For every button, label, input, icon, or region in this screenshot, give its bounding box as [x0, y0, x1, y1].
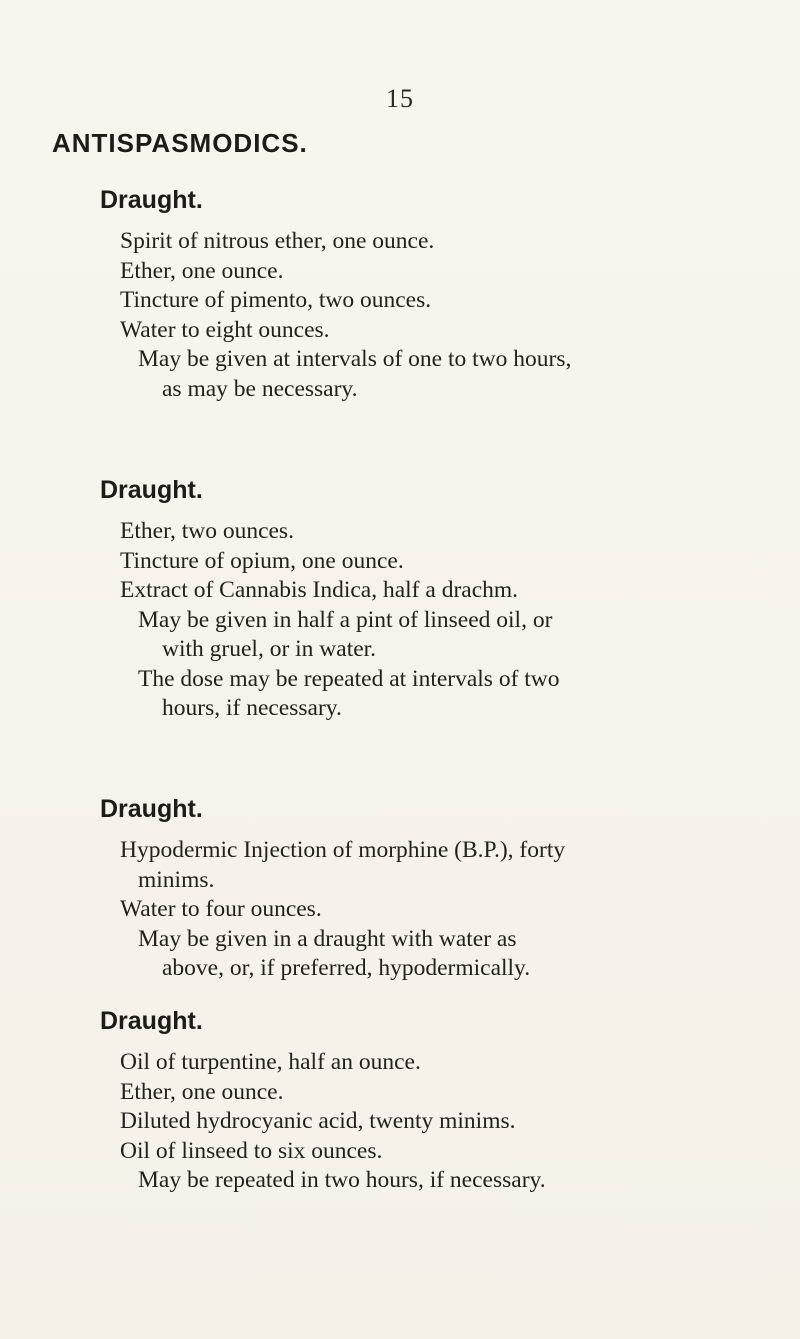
- ingredient-line: Ether, one ounce.: [120, 1078, 284, 1105]
- draught-heading: Draught.: [100, 1007, 203, 1035]
- draught-section-4: [100, 1004, 770, 1196]
- dosage-note: [120, 345, 770, 404]
- dosage-note: [120, 665, 770, 724]
- ingredient-line: Tincture of opium, one ounce.: [120, 547, 404, 574]
- ingredient-line: Oil of turpentine, half an ounce.: [120, 1049, 421, 1075]
- note-line: above, or, if preferred, hypodermically.: [162, 955, 531, 981]
- ingredient-line: Spirit of nitrous ether, one ounce.: [120, 228, 435, 254]
- ingredient-line: Ether, two ounces.: [120, 518, 294, 544]
- note-line: The dose may be repeated at intervals of two: [138, 665, 560, 692]
- dosage-note: [120, 925, 770, 984]
- note-line: May be given in half a pint of linseed oil, or: [138, 606, 553, 633]
- draught-heading: Draught.: [100, 795, 203, 823]
- draught-section-1: [100, 183, 770, 404]
- draught-section-3: [100, 792, 770, 984]
- dosage-note: [120, 606, 770, 665]
- note-line: May be repeated in two hours, if necessary.: [138, 1167, 546, 1193]
- note-line: May be given at intervals of one to two hours,: [138, 346, 572, 372]
- section-title: ANTISPASMODICS.: [52, 128, 308, 158]
- recipe-body: [100, 1048, 770, 1196]
- draught-heading: Draught.: [100, 476, 203, 504]
- recipe-body: [100, 836, 770, 984]
- ingredient-line: Water to four ounces.: [120, 896, 322, 922]
- ingredient-line: Hypodermic Injection of morphine (B.P.), forty: [120, 837, 566, 863]
- draught-section-2: [100, 473, 770, 724]
- recipe-body: [100, 517, 770, 724]
- draught-heading: Draught.: [100, 186, 203, 214]
- ingredient-line: Oil of linseed to six ounces.: [120, 1137, 383, 1164]
- ingredient-line: Diluted hydrocyanic acid, twenty minims.: [120, 1108, 516, 1134]
- ingredient-line: Extract of Cannabis Indica, half a drachm.: [120, 577, 519, 603]
- recipe-body: [100, 227, 770, 404]
- note-line: hours, if necessary.: [162, 695, 342, 721]
- ingredient-line: Ether, one ounce.: [120, 257, 284, 284]
- note-line: with gruel, or in water.: [162, 636, 377, 662]
- note-line: May be given in a draught with water as: [138, 925, 517, 952]
- ingredient-line: Water to eight ounces.: [120, 316, 330, 343]
- note-line: as may be necessary.: [162, 375, 358, 402]
- dosage-note: [120, 1166, 770, 1196]
- page-number: 15: [386, 84, 414, 113]
- ingredient-line: minims.: [138, 866, 215, 893]
- ingredient-line: Tincture of pimento, two ounces.: [120, 287, 432, 313]
